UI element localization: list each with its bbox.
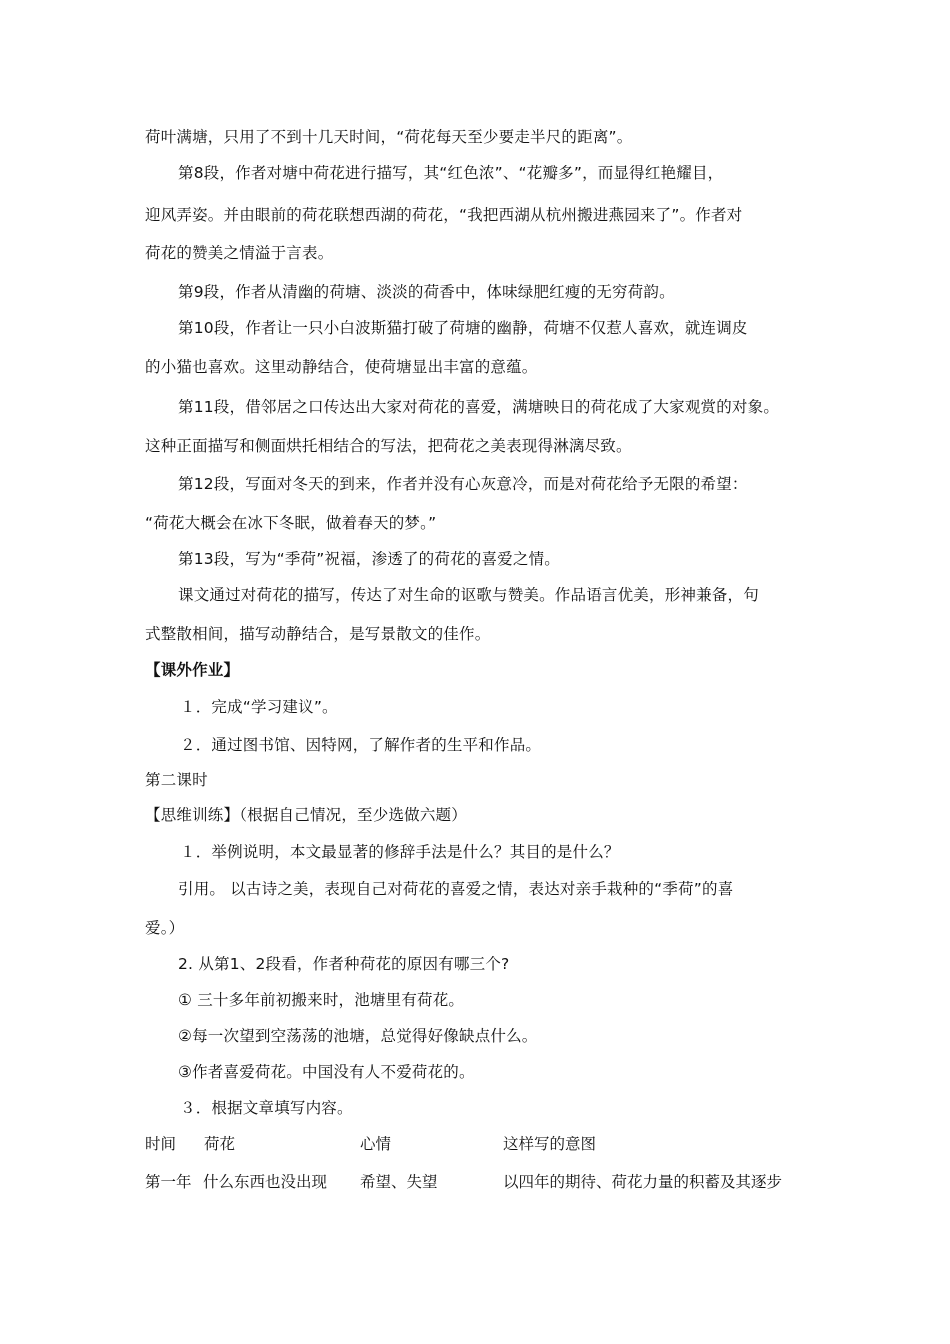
paragraph-line: 荷花的赞美之情溢于言表。 [145, 244, 334, 262]
answer-line: 引用。 以古诗之美，表现自己对荷花的喜爱之情，表达对亲手栽种的“季荷”的喜 [178, 880, 734, 898]
paragraph-line: 第9段，作者从清幽的荷塘、淡淡的荷香中，体味绿肥红瘦的无穷荷韵。 [178, 283, 675, 301]
list-item: ２．通过图书馆、因特网，了解作者的生平和作品。 [180, 736, 542, 754]
table-cell: 什么东西也没出现 [203, 1173, 328, 1191]
paragraph-line: “荷花大概会在冰下冬眠，做着春天的梦。” [145, 514, 437, 532]
paragraph-line: 迎风弄姿。并由眼前的荷花联想西湖的荷花，“我把西湖从杭州搬进燕园来了”。作者对 [145, 206, 743, 224]
answer-line: ③作者喜爱荷花。中国没有人不爱荷花的。 [178, 1063, 475, 1081]
question: ３．根据文章填写内容。 [180, 1099, 353, 1117]
paragraph-line: 第13段，写为“季荷”祝福，渗透了的荷花的喜爱之情。 [178, 550, 560, 568]
table-cell: 以四年的期待、荷花力量的积蓄及其逐步 [503, 1173, 783, 1191]
paragraph-line: 第10段，作者让一只小白波斯猫打破了荷塘的幽静，荷塘不仅惹人喜欢，就连调皮 [178, 319, 748, 337]
table-cell: 希望、失望 [360, 1173, 438, 1191]
paragraph-line: 第11段，借邻居之口传达出大家对荷花的喜爱，满塘映日的荷花成了大家观赏的对象。 [178, 398, 780, 416]
paragraph-line: 第8段，作者对塘中荷花进行描写，其“红色浓”、“花瓣多”，而显得红艳耀目， [178, 164, 724, 182]
table-header-mood: 心情 [360, 1135, 392, 1153]
answer-line: 爱。） [145, 919, 185, 937]
table-header-time: 时间 [145, 1135, 177, 1153]
table-header-intent: 这样写的意图 [503, 1135, 597, 1153]
question: １．举例说明，本文最显著的修辞手法是什么？其目的是什么？ [180, 843, 620, 861]
paragraph-line: 荷叶满塘，只用了不到十几天时间，“荷花每天至少要走半尺的距离”。 [145, 128, 633, 146]
section-heading-homework: 【课外作业】 [145, 661, 240, 679]
answer-line: ① 三十多年前初搬来时，池塘里有荷花。 [178, 991, 465, 1009]
lesson-heading: 第二课时 [145, 771, 208, 789]
paragraph-line: 课文通过对荷花的描写，传达了对生命的讴歌与赞美。作品语言优美，形神兼备，句 [178, 586, 759, 604]
paragraph-line: 式整散相间，描写动静结合，是写景散文的佳作。 [145, 625, 491, 643]
section-heading-thinking: 【思维训练】（根据自己情况，至少选做六题） [145, 806, 467, 824]
paragraph-line: 第12段，写面对冬天的到来，作者并没有心灰意冷，而是对荷花给予无限的希望： [178, 475, 748, 493]
list-item: １．完成“学习建议”。 [180, 698, 338, 716]
paragraph-line: 的小猫也喜欢。这里动静结合，使荷塘显出丰富的意蕴。 [145, 358, 538, 376]
paragraph-line: 这种正面描写和侧面烘托相结合的写法，把荷花之美表现得淋漓尽致。 [145, 437, 632, 455]
question: 2. 从第1、2段看，作者种荷花的原因有哪三个? [178, 955, 510, 973]
table-header-lotus: 荷花 [204, 1135, 236, 1153]
table-cell: 第一年 [145, 1173, 192, 1191]
answer-line: ②每一次望到空荡荡的池塘，总觉得好像缺点什么。 [178, 1027, 538, 1045]
